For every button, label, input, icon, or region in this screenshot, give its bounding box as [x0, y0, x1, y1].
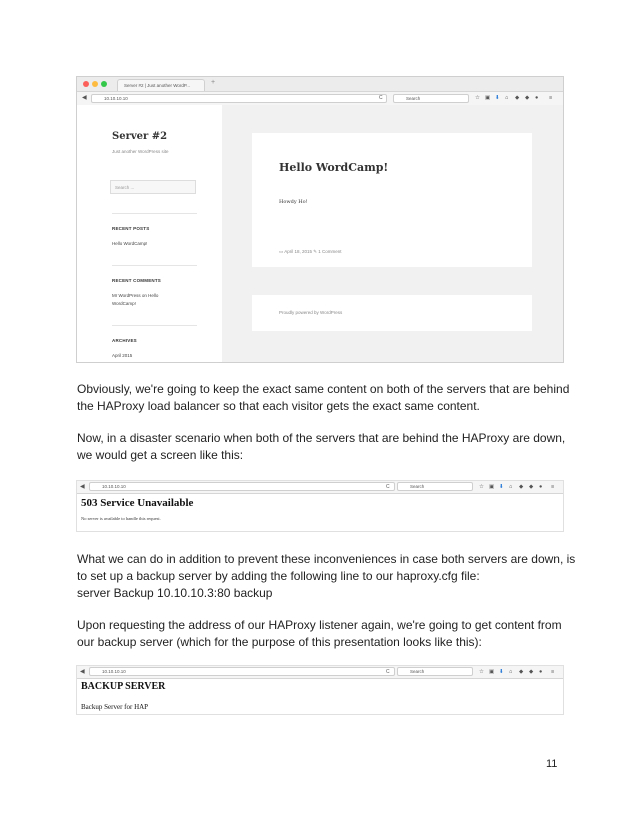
recent-posts-heading: RECENT POSTS [112, 226, 150, 231]
home-icon[interactable]: ⌂ [509, 669, 513, 675]
post-card [252, 133, 532, 267]
post-body: Howdy Ho! [279, 199, 308, 205]
sidebar-search-input[interactable]: Search ... [110, 180, 196, 194]
nav-bar [77, 666, 563, 679]
url-bar[interactable]: 10.10.10.10 [89, 482, 395, 491]
reload-icon[interactable]: C [386, 484, 390, 490]
profile-icon[interactable]: ● [539, 669, 543, 675]
paragraph-2-line-2: we would get a screen like this: [77, 448, 244, 462]
profile-icon[interactable]: ● [535, 95, 539, 101]
paragraph-3-line-1: What we can do in addition to prevent these inconveniences in case both servers are down, is [77, 552, 576, 566]
pocket-icon[interactable]: ◆ [519, 484, 524, 490]
page-number: 11 [546, 758, 558, 770]
reload-icon[interactable]: C [379, 95, 383, 101]
pocket-icon[interactable]: ◆ [515, 95, 520, 101]
menu-icon[interactable]: ≡ [551, 669, 555, 675]
wordpress-screenshot [76, 76, 564, 363]
new-tab-button[interactable]: + [211, 79, 216, 86]
url-bar[interactable]: 10.10.10.10 [91, 94, 387, 103]
download-icon[interactable]: ⬇ [495, 95, 500, 101]
recent-comment-line-1[interactable]: Mr WordPress on Hello [112, 293, 159, 298]
nav-bar [77, 481, 563, 494]
zoom-window-dot[interactable] [101, 81, 107, 87]
paragraph-4-line-2: our backup server (which for the purpose of this presentation looks like this): [77, 635, 482, 649]
menu-icon[interactable]: ≡ [549, 95, 553, 101]
archive-link[interactable]: April 2015 [112, 353, 133, 358]
backup-text: Backup Server for HAP [81, 703, 149, 711]
post-title[interactable]: Hello WordCamp! [279, 161, 389, 174]
widget-divider [112, 265, 197, 266]
wp-sidebar [77, 105, 222, 362]
reader-icon[interactable]: ▣ [489, 669, 495, 675]
wp-main [222, 105, 563, 362]
close-window-dot[interactable] [83, 81, 89, 87]
pocket-icon[interactable]: ◆ [519, 669, 524, 675]
post-meta[interactable]: ▭ April 18, 2015 ✎ 1 Comment [279, 249, 342, 254]
menu-icon[interactable]: ≡ [551, 484, 555, 490]
addon-icon[interactable]: ◆ [525, 95, 530, 101]
minimize-window-dot[interactable] [92, 81, 98, 87]
star-icon[interactable]: ☆ [479, 669, 484, 675]
backup-title: BACKUP SERVER [81, 681, 166, 692]
search-bar[interactable]: Search [393, 94, 469, 103]
title-bar [77, 77, 563, 92]
paragraph-2-line-1: Now, in a disaster scenario when both of the servers that are behind the HAProxy are down, [77, 431, 566, 445]
site-footer [252, 295, 532, 331]
paragraph-1-line-1: Obviously, we're going to keep the exact same content on both of the servers that are behind [77, 382, 570, 396]
paragraph-2 [77, 430, 577, 464]
home-icon[interactable]: ⌂ [505, 95, 509, 101]
paragraph-3-line-2: to set up a backup server by adding the following line to our haproxy.cfg file: [77, 569, 480, 583]
backup-server-screenshot [76, 665, 564, 715]
nav-bar [77, 92, 563, 106]
home-icon[interactable]: ⌂ [509, 484, 513, 490]
star-icon[interactable]: ☆ [475, 95, 480, 101]
browser-tab[interactable]: Server #2 | Just another WordP... [117, 79, 205, 91]
profile-icon[interactable]: ● [539, 484, 543, 490]
paragraph-4 [77, 617, 577, 651]
paragraph-1 [77, 381, 577, 415]
back-icon[interactable]: ◀ [80, 669, 85, 675]
paragraph-4-line-1: Upon requesting the address of our HAProxy listener again, we're going to get content from [77, 618, 562, 632]
archives-heading: ARCHIVES [112, 338, 137, 343]
url-bar[interactable]: 10.10.10.10 [89, 667, 395, 676]
widget-divider [112, 325, 197, 326]
recent-comment-line-2[interactable]: WordCamp! [112, 301, 136, 306]
paragraph-1-line-2: the HAProxy load balancer so that each visitor gets the exact same content. [77, 399, 480, 413]
search-bar[interactable]: Search [397, 482, 473, 491]
paragraph-3-line-3: server Backup 10.10.10.3:80 backup [77, 586, 273, 600]
addon-icon[interactable]: ◆ [529, 484, 534, 490]
addon-icon[interactable]: ◆ [529, 669, 534, 675]
error-title: 503 Service Unavailable [81, 497, 194, 509]
back-icon[interactable]: ◀ [82, 95, 87, 101]
footer-credit[interactable]: Proudly powered by WordPress [279, 310, 343, 315]
reader-icon[interactable]: ▣ [485, 95, 491, 101]
search-bar[interactable]: Search [397, 667, 473, 676]
site-title[interactable]: Server #2 [112, 131, 168, 142]
reload-icon[interactable]: C [386, 669, 390, 675]
star-icon[interactable]: ☆ [479, 484, 484, 490]
download-icon[interactable]: ⬇ [499, 484, 504, 490]
widget-divider [112, 213, 197, 214]
error-message: No server is available to handle this request. [81, 516, 161, 521]
back-icon[interactable]: ◀ [80, 484, 85, 490]
recent-comments-heading: RECENT COMMENTS [112, 278, 161, 283]
download-icon[interactable]: ⬇ [499, 669, 504, 675]
recent-post-link[interactable]: Hello WordCamp! [112, 241, 148, 246]
error-503-screenshot [76, 480, 564, 532]
site-tagline: Just another WordPress site [112, 149, 169, 154]
paragraph-3 [77, 551, 577, 602]
reader-icon[interactable]: ▣ [489, 484, 495, 490]
